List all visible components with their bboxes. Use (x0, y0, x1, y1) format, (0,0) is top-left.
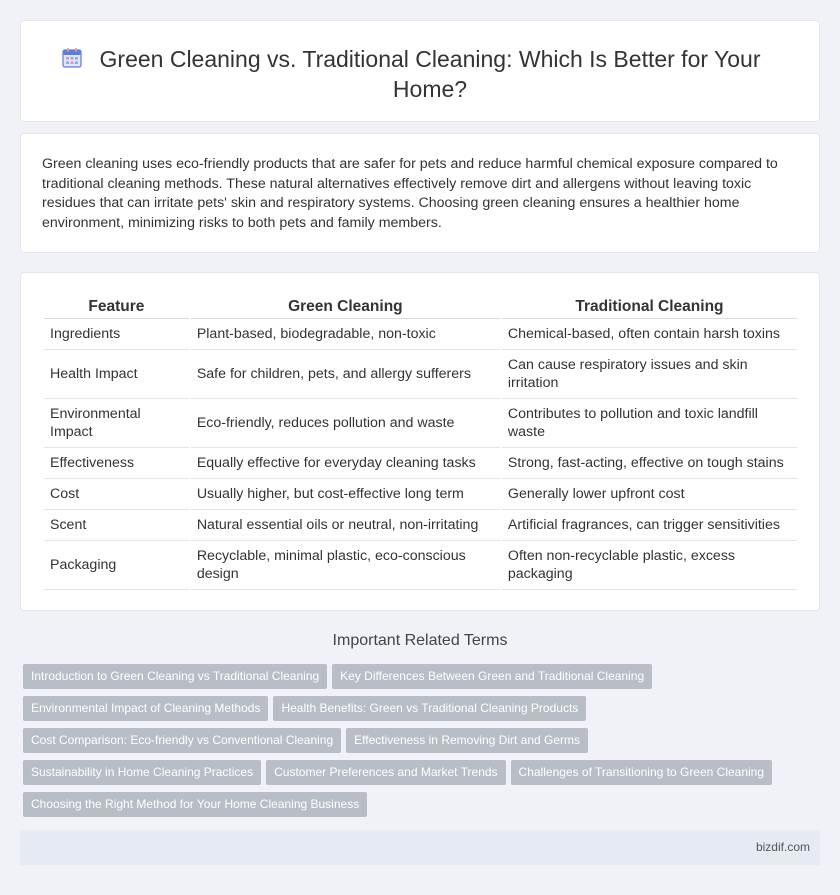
green-cell: Equally effective for everyday cleaning tasks (191, 448, 500, 479)
footer-site-link[interactable]: bizdif.com (755, 840, 810, 854)
header-traditional-cleaning: Traditional Cleaning (502, 295, 797, 319)
title-card (20, 20, 820, 122)
traditional-cell: Can cause respiratory issues and skin irritation (502, 350, 797, 399)
traditional-cell: Contributes to pollution and toxic landfill waste (502, 399, 797, 448)
feature-cell: Cost (44, 479, 189, 510)
related-term-tag[interactable]: Introduction to Green Cleaning vs Traditional Cleaning (23, 664, 327, 689)
table-row (44, 479, 797, 510)
table-row (44, 350, 797, 399)
green-cell: Eco-friendly, reduces pollution and waste (191, 399, 500, 448)
footer (20, 830, 820, 865)
related-term-tag[interactable]: Health Benefits: Green vs Traditional Cleaning Products (273, 696, 586, 721)
related-terms-title: Important Related Terms (332, 632, 508, 649)
traditional-cell: Chemical-based, often contain harsh toxins (502, 319, 797, 350)
table-row (44, 541, 797, 590)
table-row (44, 510, 797, 541)
traditional-cell: Generally lower upfront cost (502, 479, 797, 510)
traditional-cell: Artificial fragrances, can trigger sensitivities (502, 510, 797, 541)
traditional-cell: Often non-recyclable plastic, excess packaging (502, 541, 797, 590)
related-term-tag[interactable]: Effectiveness in Removing Dirt and Germs (346, 728, 588, 753)
green-cell: Usually higher, but cost-effective long term (191, 479, 500, 510)
comparison-table (42, 295, 799, 590)
feature-cell: Packaging (44, 541, 189, 590)
related-term-tag[interactable]: Cost Comparison: Eco-friendly vs Conventional Cleaning (23, 728, 341, 753)
intro-card (20, 133, 820, 253)
table-row (44, 319, 797, 350)
header-green-cleaning: Green Cleaning (191, 295, 500, 319)
related-term-tag[interactable]: Environmental Impact of Cleaning Methods (23, 696, 268, 721)
feature-cell: Ingredients (44, 319, 189, 350)
feature-cell: Environmental Impact (44, 399, 189, 448)
related-term-tag[interactable]: Sustainability in Home Cleaning Practices (23, 760, 261, 785)
table-row (44, 399, 797, 448)
green-cell: Plant-based, biodegradable, non-toxic (191, 319, 500, 350)
green-cell: Recyclable, minimal plastic, eco-conscious design (191, 541, 500, 590)
related-term-tag[interactable]: Customer Preferences and Market Trends (266, 760, 505, 785)
page-title: Green Cleaning vs. Traditional Cleaning: Which Is Better for Your Home? (99, 46, 761, 102)
table-header-row (44, 295, 797, 319)
green-cell: Natural essential oils or neutral, non-irritating (191, 510, 500, 541)
comparison-card (20, 272, 820, 611)
green-cell: Safe for children, pets, and allergy sufferers (191, 350, 500, 399)
header-feature: Feature (44, 295, 189, 319)
intro-paragraph: Green cleaning uses eco-friendly products that are safer for pets and reduce harmful chemical exposure compared to traditional cleaning methods. These natural alternatives effectively remove dirt and allergens without leaving toxic residues that can irritate pets' skin and respiratory systems. Choosing green cleaning ensures a healthier home environment, minimizing risks to both pets and family members. (42, 156, 778, 231)
table-row (44, 448, 797, 479)
feature-cell: Scent (44, 510, 189, 541)
related-terms-list (23, 664, 813, 824)
traditional-cell: Strong, fast-acting, effective on tough stains (502, 448, 797, 479)
feature-cell: Health Impact (44, 350, 189, 399)
related-term-tag[interactable]: Choosing the Right Method for Your Home Cleaning Business (23, 792, 367, 817)
related-term-tag[interactable]: Challenges of Transitioning to Green Cleaning (511, 760, 772, 785)
feature-cell: Effectiveness (44, 448, 189, 479)
related-term-tag[interactable]: Key Differences Between Green and Traditional Cleaning (332, 664, 652, 689)
